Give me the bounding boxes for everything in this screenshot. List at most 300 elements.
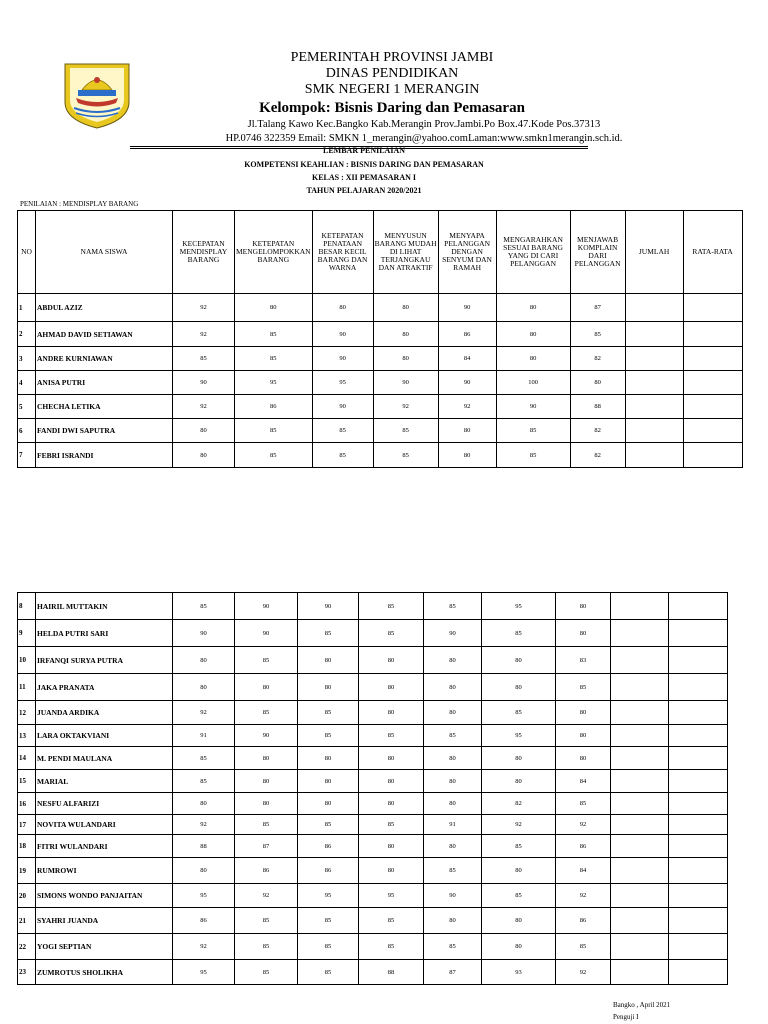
score-cell: 85 (482, 620, 556, 647)
average-cell (669, 701, 728, 725)
score-cell: 90 (496, 395, 570, 419)
student-name: NESFU ALFARIZI (36, 793, 173, 815)
sheet-title: LEMBAR PENILAIAN (322, 146, 405, 155)
total-cell (625, 419, 683, 443)
average-cell (669, 908, 728, 934)
table-row (18, 701, 728, 725)
score-cell: 80 (438, 443, 496, 468)
table-row (18, 884, 728, 908)
score-cell: 85 (556, 793, 611, 815)
score-cell: 85 (298, 701, 359, 725)
score-cell: 83 (556, 647, 611, 674)
score-cell: 86 (235, 858, 298, 884)
col-header-criterion-7: MENJAWAB KOMPLAIN DARI PELANGGAN (570, 211, 625, 294)
score-cell: 80 (424, 647, 482, 674)
score-cell: 80 (482, 908, 556, 934)
row-number: 11 (18, 674, 36, 701)
row-number: 18 (18, 835, 36, 858)
student-name: NOVITA WULANDARI (36, 815, 173, 835)
score-cell: 85 (235, 347, 313, 371)
total-cell (611, 674, 669, 701)
score-cell: 85 (235, 322, 313, 347)
col-header-criterion-4: MENYUSUN BARANG MUDAH DI LIHAT TERJANGKAU DAN ATRAKTIF (373, 211, 438, 294)
score-cell: 80 (359, 793, 424, 815)
score-cell: 80 (173, 443, 235, 468)
score-cell: 85 (359, 620, 424, 647)
table-row (18, 858, 728, 884)
score-cell: 80 (359, 770, 424, 793)
row-number: 9 (18, 620, 36, 647)
score-table-page-2 (17, 592, 728, 985)
total-cell (611, 793, 669, 815)
score-cell: 84 (556, 770, 611, 793)
score-cell: 80 (235, 770, 298, 793)
score-cell: 80 (173, 419, 235, 443)
score-cell: 85 (298, 815, 359, 835)
score-cell: 88 (359, 960, 424, 985)
table-row (18, 770, 728, 793)
score-cell: 80 (235, 674, 298, 701)
score-cell: 80 (298, 793, 359, 815)
average-cell (669, 725, 728, 747)
col-header-total: JUMLAH (625, 211, 683, 294)
score-cell: 80 (359, 858, 424, 884)
score-cell: 85 (373, 443, 438, 468)
student-name: MARIAL (36, 770, 173, 793)
row-number: 16 (18, 793, 36, 815)
score-cell: 92 (173, 395, 235, 419)
score-cell: 80 (373, 347, 438, 371)
score-cell: 80 (359, 835, 424, 858)
row-number: 8 (18, 593, 36, 620)
average-cell (669, 647, 728, 674)
score-cell: 90 (312, 347, 373, 371)
score-cell: 85 (373, 419, 438, 443)
score-cell: 80 (482, 747, 556, 770)
table-row (18, 934, 728, 960)
row-number: 5 (18, 395, 36, 419)
average-cell (669, 593, 728, 620)
score-cell: 80 (424, 770, 482, 793)
average-cell (669, 674, 728, 701)
table-row (18, 347, 743, 371)
average-cell (669, 770, 728, 793)
score-cell: 85 (359, 815, 424, 835)
score-cell: 85 (173, 347, 235, 371)
score-cell: 84 (556, 858, 611, 884)
total-cell (611, 934, 669, 960)
score-cell: 85 (496, 443, 570, 468)
total-cell (625, 322, 683, 347)
total-cell (611, 960, 669, 985)
score-cell: 95 (359, 884, 424, 908)
score-cell: 90 (298, 593, 359, 620)
score-cell: 95 (482, 593, 556, 620)
row-number: 12 (18, 701, 36, 725)
row-number: 22 (18, 934, 36, 960)
score-cell: 82 (570, 419, 625, 443)
score-cell: 91 (173, 725, 235, 747)
score-cell: 92 (173, 294, 235, 322)
row-number: 19 (18, 858, 36, 884)
score-cell: 90 (235, 620, 298, 647)
score-cell: 92 (173, 701, 235, 725)
header-school: SMK NEGERI 1 MERANGIN (304, 82, 480, 97)
score-cell: 86 (556, 835, 611, 858)
score-cell: 87 (235, 835, 298, 858)
score-cell: 88 (173, 835, 235, 858)
student-name: HELDA PUTRI SARI (36, 620, 173, 647)
score-cell: 85 (173, 593, 235, 620)
table-row (18, 620, 728, 647)
score-cell: 85 (482, 701, 556, 725)
header-contact: HP.0746 322359 Email: SMKN 1_merangin@yahoo.comLaman:www.smkn1merangin.sch.id. (225, 133, 623, 144)
score-cell: 80 (438, 419, 496, 443)
score-cell: 92 (173, 322, 235, 347)
average-cell (669, 835, 728, 858)
table-row (18, 835, 728, 858)
score-cell: 95 (173, 960, 235, 985)
average-cell (683, 443, 742, 468)
score-cell: 92 (556, 884, 611, 908)
table-row (18, 747, 728, 770)
student-name: FEBRI ISRANDI (36, 443, 173, 468)
score-cell: 85 (496, 419, 570, 443)
total-cell (611, 884, 669, 908)
score-cell: 91 (424, 815, 482, 835)
average-cell (683, 294, 742, 322)
average-cell (683, 419, 742, 443)
header-department: DINAS PENDIDIKAN (325, 66, 459, 81)
row-number: 4 (18, 371, 36, 395)
score-cell: 80 (235, 747, 298, 770)
score-cell: 86 (298, 858, 359, 884)
score-cell: 85 (298, 934, 359, 960)
total-cell (611, 858, 669, 884)
score-cell: 90 (424, 884, 482, 908)
row-number: 7 (18, 443, 36, 468)
col-header-criterion-6: MENGARAHKAN SESUAI BARANG YANG DI CARI PELANGGAN (496, 211, 570, 294)
score-cell: 80 (235, 294, 313, 322)
year-title: TAHUN PELAJARAN 2020/2021 (306, 186, 422, 195)
row-number: 1 (18, 294, 36, 322)
row-number: 23 (18, 960, 36, 985)
col-header-average: RATA-RATA (683, 211, 742, 294)
score-cell: 80 (482, 770, 556, 793)
score-cell: 80 (496, 322, 570, 347)
score-cell: 88 (570, 395, 625, 419)
total-cell (625, 347, 683, 371)
student-name: JAKA PRANATA (36, 674, 173, 701)
score-cell: 80 (312, 294, 373, 322)
score-cell: 95 (312, 371, 373, 395)
score-cell: 80 (298, 647, 359, 674)
header-group: Kelompok: Bisnis Daring dan Pemasaran (259, 100, 525, 116)
score-cell: 80 (556, 701, 611, 725)
score-cell: 85 (235, 701, 298, 725)
score-cell: 85 (312, 419, 373, 443)
score-cell: 80 (482, 674, 556, 701)
row-number: 14 (18, 747, 36, 770)
score-cell: 85 (298, 960, 359, 985)
total-cell (625, 371, 683, 395)
score-cell: 92 (556, 815, 611, 835)
score-cell: 80 (235, 793, 298, 815)
student-name: ANISA PUTRI (36, 371, 173, 395)
score-cell: 80 (298, 747, 359, 770)
score-cell: 90 (312, 395, 373, 419)
competency-title: KOMPETENSI KEAHLIAN : BISNIS DARING DAN PEMASARAN (244, 160, 484, 169)
score-cell: 90 (438, 371, 496, 395)
score-cell: 80 (173, 858, 235, 884)
total-cell (611, 593, 669, 620)
score-cell: 80 (173, 793, 235, 815)
table-row (18, 371, 743, 395)
total-cell (611, 908, 669, 934)
total-cell (611, 835, 669, 858)
score-cell: 86 (173, 908, 235, 934)
header-government: PEMERINTAH PROVINSI JAMBI (290, 50, 494, 65)
score-cell: 86 (556, 908, 611, 934)
student-name: LARA OKTAKVIANI (36, 725, 173, 747)
score-cell: 85 (482, 835, 556, 858)
col-header-criterion-3: KETEPATAN PENATAAN BESAR KECIL BARANG DAN WARNA (312, 211, 373, 294)
score-cell: 85 (312, 443, 373, 468)
average-cell (683, 371, 742, 395)
score-cell: 80 (424, 701, 482, 725)
total-cell (625, 443, 683, 468)
table-row (18, 322, 743, 347)
score-cell: 85 (556, 674, 611, 701)
average-cell (669, 620, 728, 647)
total-cell (611, 647, 669, 674)
score-cell: 80 (424, 908, 482, 934)
row-number: 15 (18, 770, 36, 793)
class-title: KELAS : XII PEMASARAN I (311, 173, 416, 182)
score-cell: 90 (235, 725, 298, 747)
score-cell: 80 (359, 647, 424, 674)
student-name: FANDI DWI SAPUTRA (36, 419, 173, 443)
score-cell: 85 (235, 647, 298, 674)
table-row (18, 674, 728, 701)
row-number: 13 (18, 725, 36, 747)
score-cell: 82 (570, 347, 625, 371)
score-cell: 85 (482, 884, 556, 908)
score-cell: 86 (235, 395, 313, 419)
score-table-page-1 (17, 210, 743, 468)
score-cell: 80 (424, 793, 482, 815)
score-cell: 80 (298, 770, 359, 793)
col-header-criterion-5: MENYAPA PELANGGAN DENGAN SENYUM DAN RAMAH (438, 211, 496, 294)
table-row (18, 593, 728, 620)
score-cell: 85 (359, 934, 424, 960)
total-cell (625, 395, 683, 419)
student-name: RUMROWI (36, 858, 173, 884)
table-row (18, 419, 743, 443)
score-cell: 80 (482, 647, 556, 674)
score-cell: 80 (173, 647, 235, 674)
student-name: SIMONS WONDO PANJAITAN (36, 884, 173, 908)
score-cell: 85 (235, 960, 298, 985)
score-cell: 80 (359, 701, 424, 725)
score-cell: 85 (359, 725, 424, 747)
student-name: ANDRE KURNIAWAN (36, 347, 173, 371)
student-name: YOGI SEPTIAN (36, 934, 173, 960)
total-cell (611, 770, 669, 793)
score-cell: 80 (424, 835, 482, 858)
score-cell: 90 (235, 593, 298, 620)
table-row (18, 395, 743, 419)
score-cell: 80 (556, 725, 611, 747)
score-cell: 80 (424, 674, 482, 701)
score-cell: 90 (173, 371, 235, 395)
row-number: 2 (18, 322, 36, 347)
score-cell: 80 (373, 322, 438, 347)
student-name: HAIRIL MUTTAKIN (36, 593, 173, 620)
total-cell (611, 620, 669, 647)
score-cell: 80 (298, 674, 359, 701)
average-cell (669, 934, 728, 960)
table-row (18, 647, 728, 674)
score-cell: 87 (424, 960, 482, 985)
student-name: IRFANQI SURYA PUTRA (36, 647, 173, 674)
row-number: 6 (18, 419, 36, 443)
score-cell: 87 (570, 294, 625, 322)
score-cell: 80 (359, 747, 424, 770)
footer-place-date: Bangko , April 2021 (613, 1001, 671, 1009)
row-number: 20 (18, 884, 36, 908)
table-row (18, 725, 728, 747)
col-header-criterion-2: KETEPATAN MENGELOMPOKKAN BARANG (235, 211, 313, 294)
score-cell: 85 (298, 725, 359, 747)
score-cell: 86 (438, 322, 496, 347)
student-name: AHMAD DAVID SETIAWAN (36, 322, 173, 347)
student-name: CHECHA LETIKA (36, 395, 173, 419)
table-row (18, 294, 743, 322)
score-cell: 80 (482, 858, 556, 884)
score-cell: 92 (173, 815, 235, 835)
student-name: ABDUL AZIZ (36, 294, 173, 322)
score-cell: 92 (556, 960, 611, 985)
student-name: SYAHRI JUANDA (36, 908, 173, 934)
score-cell: 90 (312, 322, 373, 347)
total-cell (611, 747, 669, 770)
footer-examiner: Penguji I (613, 1013, 639, 1021)
average-cell (669, 884, 728, 908)
score-cell: 92 (235, 884, 298, 908)
score-cell: 100 (496, 371, 570, 395)
score-cell: 85 (173, 770, 235, 793)
score-cell: 85 (359, 593, 424, 620)
score-cell: 95 (298, 884, 359, 908)
score-cell: 80 (373, 294, 438, 322)
average-cell (669, 858, 728, 884)
score-cell: 95 (173, 884, 235, 908)
score-cell: 80 (556, 747, 611, 770)
col-header-no: NO (18, 211, 36, 294)
score-cell: 86 (298, 835, 359, 858)
score-cell: 80 (482, 934, 556, 960)
score-cell: 80 (570, 371, 625, 395)
score-cell: 80 (556, 593, 611, 620)
score-cell: 95 (235, 371, 313, 395)
score-cell: 84 (438, 347, 496, 371)
score-cell: 92 (373, 395, 438, 419)
score-cell: 93 (482, 960, 556, 985)
score-cell: 85 (173, 747, 235, 770)
score-cell: 90 (373, 371, 438, 395)
col-header-name: NAMA SISWA (36, 211, 173, 294)
average-cell (669, 793, 728, 815)
score-cell: 85 (424, 593, 482, 620)
score-cell: 95 (482, 725, 556, 747)
header-address: Jl.Talang Kawo Kec.Bangko Kab.Merangin Prov.Jambi.Po Box.47.Kode Pos.37313 (247, 119, 601, 130)
row-number: 3 (18, 347, 36, 371)
total-cell (611, 701, 669, 725)
score-cell: 80 (173, 674, 235, 701)
student-name: FITRI WULANDARI (36, 835, 173, 858)
student-name: ZUMROTUS SHOLIKHA (36, 960, 173, 985)
average-cell (669, 815, 728, 835)
total-cell (611, 815, 669, 835)
score-cell: 80 (496, 294, 570, 322)
score-cell: 80 (359, 674, 424, 701)
student-name: JUANDA ARDIKA (36, 701, 173, 725)
score-cell: 85 (235, 908, 298, 934)
score-cell: 80 (496, 347, 570, 371)
average-cell (669, 960, 728, 985)
table-header-row (18, 211, 743, 294)
score-cell: 85 (298, 620, 359, 647)
score-cell: 85 (556, 934, 611, 960)
total-cell (625, 294, 683, 322)
score-cell: 85 (235, 419, 313, 443)
score-cell: 85 (424, 858, 482, 884)
score-cell: 85 (235, 443, 313, 468)
row-number: 17 (18, 815, 36, 835)
col-header-criterion-1: KECEPATAN MENDISPLAY BARANG (173, 211, 235, 294)
total-cell (611, 725, 669, 747)
table-row (18, 443, 743, 468)
score-cell: 92 (482, 815, 556, 835)
score-cell: 92 (438, 395, 496, 419)
score-cell: 85 (424, 725, 482, 747)
score-cell: 90 (438, 294, 496, 322)
score-cell: 85 (235, 815, 298, 835)
table-row (18, 960, 728, 985)
student-name: M. PENDI MAULANA (36, 747, 173, 770)
score-cell: 82 (570, 443, 625, 468)
table-row (18, 908, 728, 934)
table-row (18, 815, 728, 835)
score-cell: 85 (298, 908, 359, 934)
score-cell: 80 (424, 747, 482, 770)
assessment-label: PENILAIAN : MENDISPLAY BARANG (20, 200, 139, 208)
average-cell (683, 347, 742, 371)
row-number: 10 (18, 647, 36, 674)
average-cell (683, 395, 742, 419)
score-cell: 90 (173, 620, 235, 647)
score-cell: 85 (570, 322, 625, 347)
average-cell (669, 747, 728, 770)
table-row (18, 793, 728, 815)
score-cell: 90 (424, 620, 482, 647)
score-cell: 85 (235, 934, 298, 960)
score-cell: 92 (173, 934, 235, 960)
score-cell: 85 (424, 934, 482, 960)
score-cell: 80 (556, 620, 611, 647)
row-number: 21 (18, 908, 36, 934)
